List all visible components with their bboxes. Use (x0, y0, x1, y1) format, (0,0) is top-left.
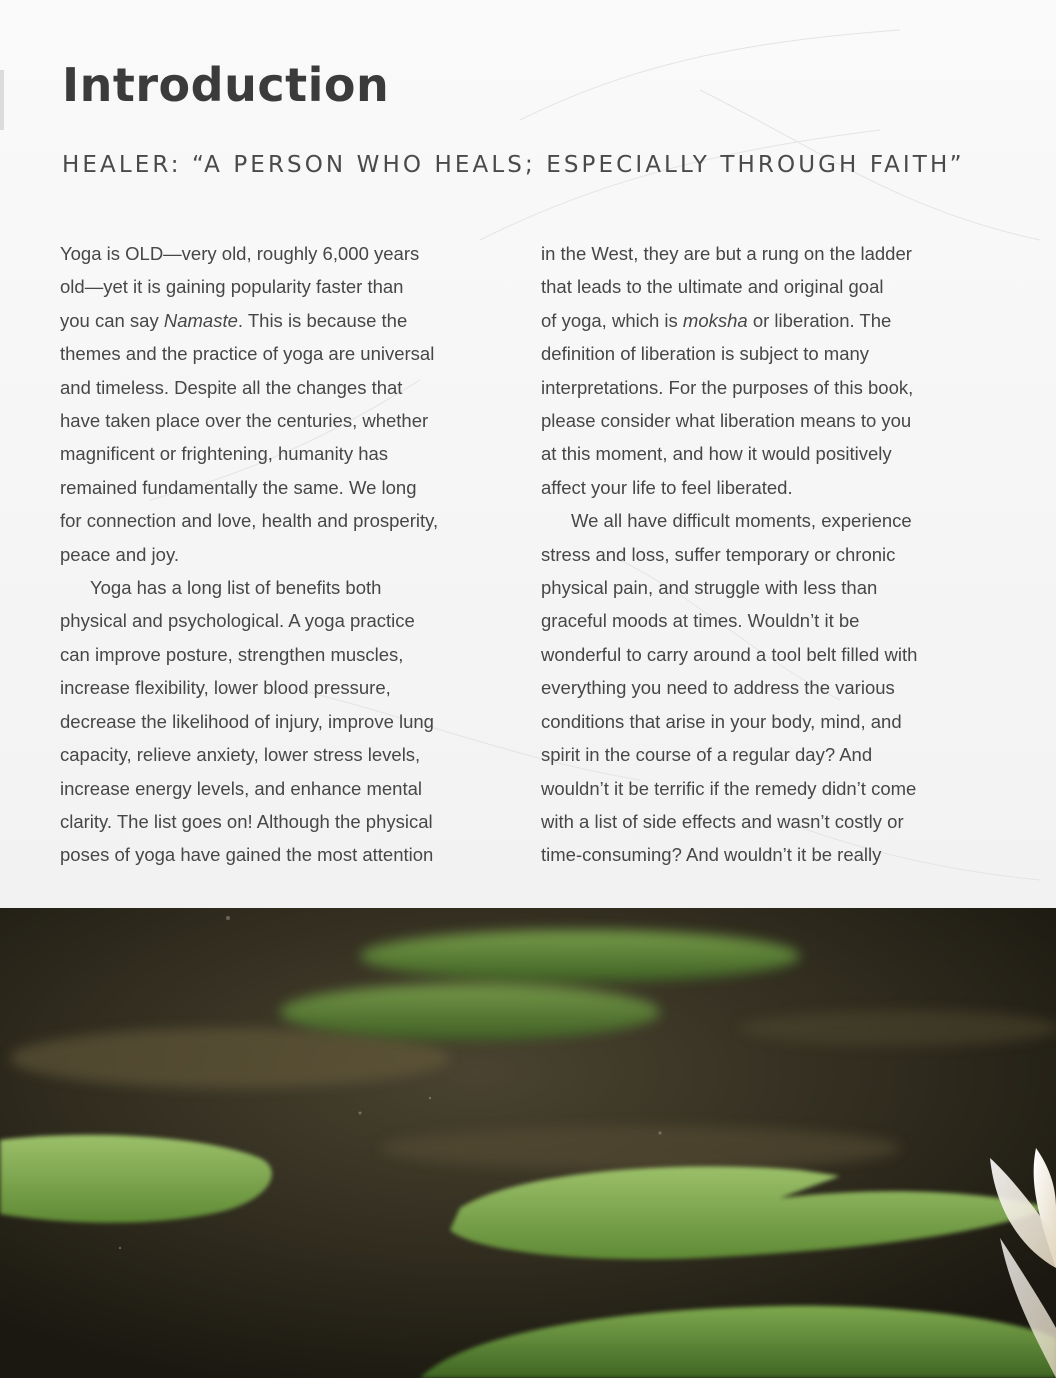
paragraph-line: and timeless. Despite all the changes that (60, 376, 403, 398)
paragraph-line: everything you need to address the various (541, 677, 895, 699)
paragraph-line: time-consuming? And wouldn’t it be really (541, 844, 882, 866)
paragraph-line: for connection and love, health and prosperity, (60, 510, 439, 532)
paragraph-line: We all have difficult moments, experience (571, 510, 912, 532)
line-text: you can say (60, 309, 164, 331)
paragraph-line: at this moment, and how it would positively (541, 443, 892, 465)
paragraph-line: Yoga is OLD—very old, roughly 6,000 years (60, 243, 420, 264)
paragraph-line: peace and joy. (60, 543, 179, 565)
text-column-right (541, 237, 1001, 872)
page-edge-shadow (0, 70, 4, 130)
paragraph-line (541, 304, 1001, 337)
lily-pond-photo (0, 908, 1056, 1378)
paragraph-line: definition of liberation is subject to many (541, 343, 870, 365)
paragraph-line: capacity, relieve anxiety, lower stress levels, (60, 744, 421, 766)
paragraph-line: with a list of side effects and wasn’t costly or (541, 810, 904, 832)
paragraph-line: themes and the practice of yoga are universal (60, 343, 435, 365)
paragraph-line: increase flexibility, lower blood pressure, (60, 677, 391, 699)
paragraph-line: that leads to the ultimate and original goal (541, 276, 884, 298)
paragraph-line: stress and loss, suffer temporary or chronic (541, 543, 896, 565)
paragraph-line: conditions that arise in your body, mind, and (541, 710, 902, 732)
italic-term-namaste: Namaste (163, 309, 238, 331)
paragraph-line: remained fundamentally the same. We long (60, 476, 417, 498)
paragraph-line: can improve posture, strengthen muscles, (60, 643, 404, 665)
paragraph-line: Yoga has a long list of benefits both (90, 577, 382, 599)
paragraph-line: poses of yoga have gained the most attention (60, 844, 434, 866)
paragraph-line: clarity. The list goes on! Although the physical (60, 810, 433, 832)
paragraph-line: wonderful to carry around a tool belt filled with (541, 643, 918, 665)
paragraph-line (60, 304, 520, 337)
paragraph-line: interpretations. For the purposes of this book, (541, 376, 914, 398)
paragraph-line: please consider what liberation means to you (541, 410, 912, 432)
paragraph-line: magnificent or frightening, humanity has (60, 443, 389, 465)
paragraph-line: spirit in the course of a regular day? And (541, 744, 873, 766)
page-title: Introduction (62, 58, 390, 112)
paragraph-line: wouldn’t it be terrific if the remedy didn’t come (541, 777, 917, 799)
paragraph-line: increase energy levels, and enhance mental (60, 777, 423, 799)
page-subtitle: HEALER: “A PERSON WHO HEALS; ESPECIALLY THROUGH FAITH” (62, 152, 965, 178)
paragraph-line: physical pain, and struggle with less than (541, 577, 878, 599)
paragraph-line: old—yet it is gaining popularity faster than (60, 276, 404, 298)
paragraph-line: graceful moods at times. Wouldn’t it be (541, 610, 860, 632)
line-text: of yoga, which is (541, 309, 683, 331)
paragraph-line: decrease the likelihood of injury, improve lung (60, 710, 434, 732)
paragraph-line: physical and psychological. A yoga practice (60, 610, 415, 632)
italic-term-moksha: moksha (682, 309, 748, 331)
paragraph-line: affect your life to feel liberated. (541, 476, 793, 498)
paragraph-line: in the West, they are but a rung on the ladder (541, 243, 912, 264)
line-text: or liberation. The (747, 309, 892, 331)
line-text: . This is because the (237, 309, 408, 331)
lily-pond-illustration (0, 908, 1056, 1378)
text-column-left (60, 237, 520, 872)
paragraph-line: have taken place over the centuries, whether (60, 410, 429, 432)
